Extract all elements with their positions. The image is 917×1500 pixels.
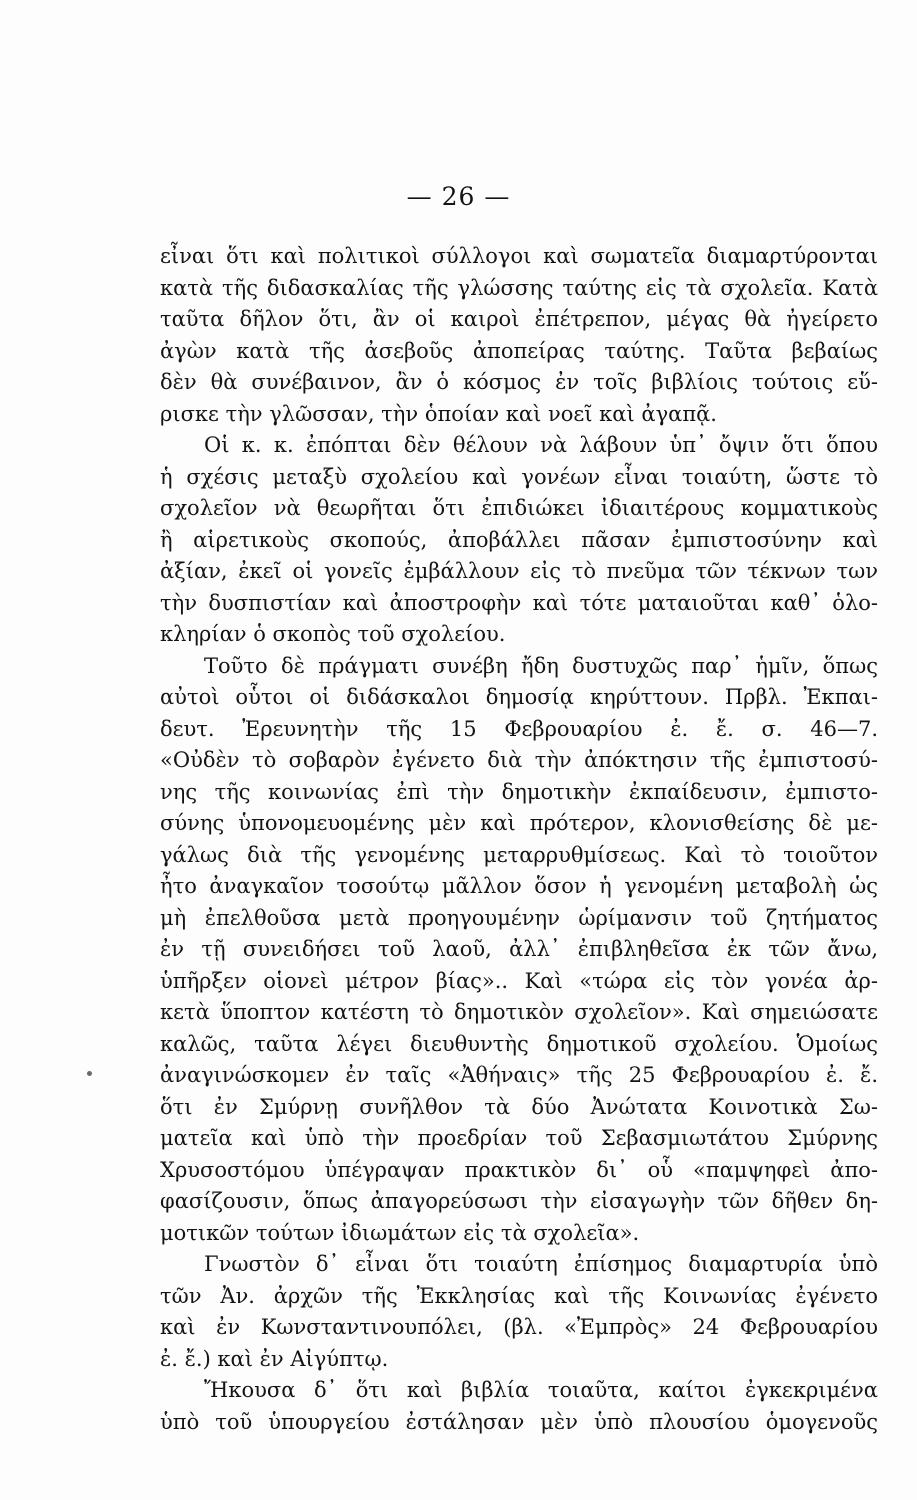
text-line: καὶ ἐν Κωνσταντινουπόλει, (βλ. «Ἐμπρὸς» 24 Φεβρουαρίου bbox=[160, 1315, 878, 1339]
text-line: σύνης ὑπονομευομένης μὲν καὶ πρότερον, κλονισθείσης δὲ με- bbox=[160, 811, 878, 835]
text-line: μοτικῶν τούτων ἰδιωμάτων εἰς τὰ σχολεῖα». bbox=[160, 1220, 640, 1245]
text-line: ρισκε τὴν γλῶσσαν, τὴν ὁποίαν καὶ νοεῖ καὶ ἀγαπᾷ. bbox=[160, 401, 717, 426]
text-line: γάλως διὰ τῆς γενομένης μεταρρυθμίσεως. Καὶ τὸ τοιοῦτον bbox=[160, 842, 878, 867]
text-line: καλῶς, ταῦτα λέγει διευθυντὴς δημοτικοῦ σχολείου. Ὁμοίως bbox=[160, 1031, 878, 1056]
text-line: ἦτο ἀναγκαῖον τοσούτῳ μᾶλλον ὅσον ἡ γενομένη μεταβολὴ ὡς bbox=[160, 874, 878, 898]
text-line: «Οὐδὲν τὸ σοβαρὸν ἐγένετο διὰ τὴν ἀπόκτησιν τῆς ἐμπιστοσύ- bbox=[160, 748, 878, 772]
text-line: νης τῆς κοινωνίας ἐπὶ τὴν δημοτικὴν ἐκπαίδευσιν, ἐμπιστο- bbox=[160, 779, 878, 804]
text-line: Τοῦτο δὲ πράγματι συνέβη ἤδη δυστυχῶς παρ᾿ ἡμῖν, ὅπως bbox=[204, 653, 878, 678]
text-line: ἐ. ἔ.) καὶ ἐν Αἰγύπτῳ. bbox=[160, 1346, 389, 1371]
body-text bbox=[160, 241, 878, 1438]
text-line: τῶν Ἀν. ἀρχῶν τῆς Ἐκκλησίας καὶ τῆς Κοινωνίας ἐγένετο bbox=[160, 1283, 878, 1308]
text-line: ὑπὸ τοῦ ὑπουργείου ἐστάλησαν μὲν ὑπὸ πλουσίου ὁμογενοῦς bbox=[160, 1409, 878, 1434]
text-line: φασίζουσιν, ὅπως ἀπαγορεύσωσι τὴν εἰσαγωγὴν τῶν δῆθεν δη- bbox=[160, 1189, 878, 1213]
text-line: κετὰ ὕποπτον κατέστη τὸ δημοτικὸν σχολεῖον». Καὶ σημειώσατε bbox=[160, 1000, 878, 1024]
text-line: κατὰ τῆς διδασκαλίας τῆς γλώσσης ταύτης εἰς τὰ σχολεῖα. Κατὰ bbox=[160, 275, 878, 300]
text-line: Οἱ κ. κ. ἐπόπται δὲν θέλουν νὰ λάβουν ὑπ᾿ ὄψιν ὅτι ὅπου bbox=[204, 433, 878, 457]
page-number: — 26 — bbox=[406, 182, 511, 211]
text-line: ὅτι ἐν Σμύρνῃ συνῆλθον τὰ δύο Ἀνώτατα Κοινοτικὰ Σω- bbox=[160, 1094, 878, 1119]
text-line: αὐτοὶ οὗτοι οἱ διδάσκαλοι δημοσίᾳ κηρύττουν. Πρβλ. Ἐκπαι- bbox=[160, 685, 878, 709]
text-line: ἡ σχέσις μεταξὺ σχολείου καὶ γονέων εἶναι τοιαύτη, ὥστε τὸ bbox=[160, 464, 878, 489]
text-line: εἶναι ὅτι καὶ πολιτικοὶ σύλλογοι καὶ σωματεῖα διαμαρτύρονται bbox=[160, 244, 878, 268]
text-line: ἐν τῇ συνειδήσει τοῦ λαοῦ, ἀλλ᾿ ἐπιβληθεῖσα ἐκ τῶν ἄνω, bbox=[160, 937, 878, 961]
text-line: ὑπῆρξεν οἱονεὶ μέτρον βίας».. Καὶ «τώρα εἰς τὸν γονέα ἀρ- bbox=[160, 968, 878, 993]
text-line: μὴ ἐπελθοῦσα μετὰ προηγουμένην ὡρίμανσιν τοῦ ζητήματος bbox=[160, 905, 878, 930]
text-line: ἀξίαν, ἐκεῖ οἱ γονεῖς ἐμβάλλουν εἰς τὸ πνεῦμα τῶν τέκνων των bbox=[160, 559, 878, 583]
text-line: ἢ αἱρετικοὺς σκοπούς, ἀποβάλλει πᾶσαν ἐμπιστοσύνην καὶ bbox=[160, 527, 878, 552]
text-line: ἀναγινώσκομεν ἐν ταῖς «Ἀθήναις» τῆς 25 Φεβρουαρίου ἐ. ἔ. bbox=[160, 1063, 878, 1087]
text-line: ταῦτα δῆλον ὅτι, ἂν οἱ καιροὶ ἐπέτρεπον, μέγας θὰ ἠγείρετο bbox=[160, 307, 878, 331]
text-line: κληρίαν ὁ σκοπὸς τοῦ σχολείου. bbox=[160, 622, 506, 646]
text-line: Ἤκουσα δ᾿ ὅτι καὶ βιβλία τοιαῦτα, καίτοι ἐγκεκριμένα bbox=[204, 1378, 878, 1402]
text-line: σχολεῖον νὰ θεωρῆται ὅτι ἐπιδιώκει ἰδιαιτέρους κομματικοὺς bbox=[160, 496, 878, 520]
text-line: ματεῖα καὶ ὑπὸ τὴν προεδρίαν τοῦ Σεβασμιωτάτου Σμύρνης bbox=[160, 1126, 878, 1150]
text-line: δευτ. Ἐρευνητὴν τῆς 15 Φεβρουαρίου ἐ. ἔ. σ. 46—7. bbox=[160, 716, 878, 741]
text-line: Γνωστὸν δ᾿ εἶναι ὅτι τοιαύτη ἐπίσημος διαμαρτυρία ὑπὸ bbox=[204, 1252, 878, 1276]
text-line: δὲν θὰ συνέβαινον, ἂν ὁ κόσμος ἐν τοῖς βιβλίοις τούτοις εὕ- bbox=[160, 370, 878, 394]
text-line: ἀγὼν κατὰ τῆς ἀσεβοῦς ἀποπείρας ταύτης. Ταῦτα βεβαίως bbox=[160, 338, 878, 363]
ink-speck bbox=[87, 1071, 92, 1076]
text-line: τὴν δυσπιστίαν καὶ ἀποστροφὴν καὶ τότε ματαιοῦται καθ᾿ ὁλο- bbox=[160, 590, 878, 615]
text-line: Χρυσοστόμου ὑπέγραψαν πρακτικὸν δι᾿ οὗ «παμψηφεὶ ἀπο- bbox=[160, 1157, 878, 1182]
